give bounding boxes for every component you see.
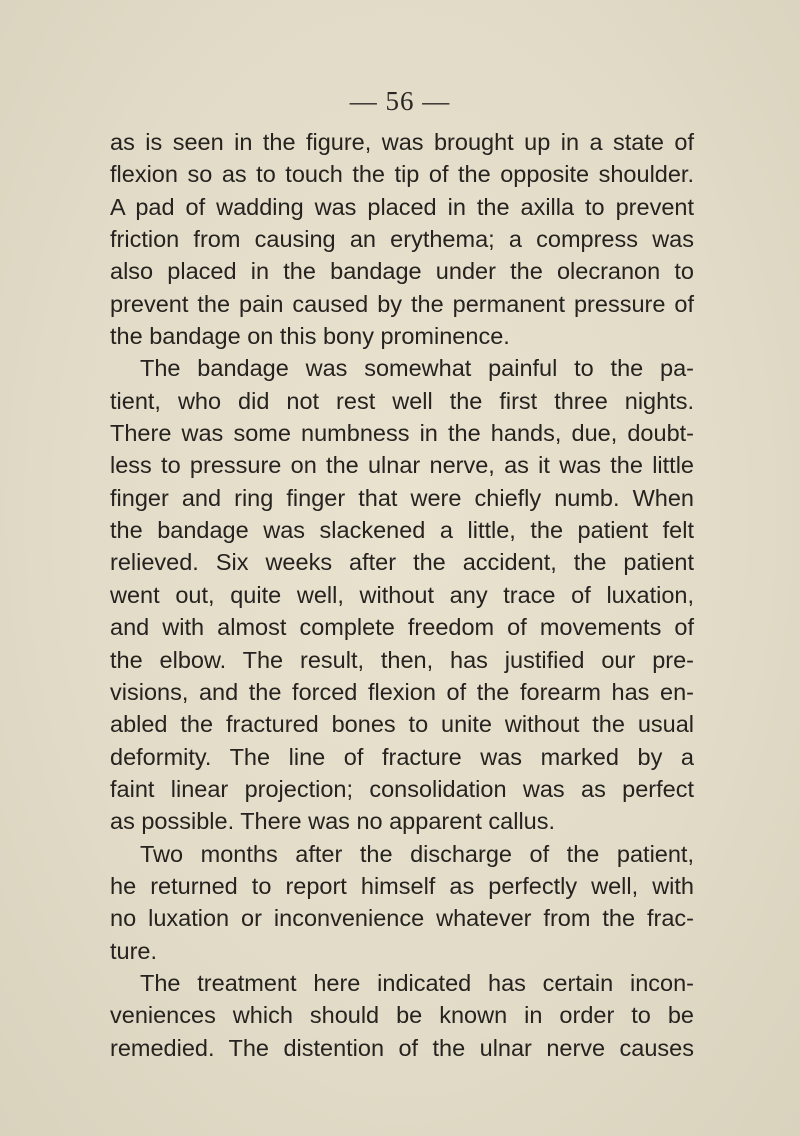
page-number: — 56 — [349, 86, 451, 116]
text-line: he returned to report himself as perfectly well, with [110, 872, 694, 899]
text-line: less to pressure on the ulnar nerve, as it was the little [110, 452, 694, 479]
text-line: flexion so as to touch the tip of the opposite shoulder. [110, 161, 694, 188]
text-line: The bandage was somewhat painful to the pa- [140, 355, 694, 382]
body-text [110, 126, 694, 1064]
text-line: went out, quite well, without any trace of luxation, [110, 581, 694, 608]
text-line: and with almost complete freedom of movements of [110, 614, 694, 641]
text-line: the bandage on this bony prominence. [110, 323, 510, 350]
text-line: ture. [110, 937, 158, 964]
text-line: as possible. There was no apparent callus. [110, 808, 556, 835]
text-line: relieved. Six weeks after the accident, the patient [110, 549, 694, 576]
text-line: The treatment here indicated has certain incon- [140, 969, 694, 996]
text-line: veniences which should be known in order to be [110, 1002, 694, 1029]
text-line: abled the fractured bones to unite without the usual [110, 711, 694, 738]
text-line: no luxation or inconvenience whatever from the frac- [110, 905, 694, 932]
text-line: as is seen in the figure, was brought up in a state of [110, 129, 694, 155]
text-line: faint linear projection; consolidation was as perfect [110, 775, 694, 802]
text-line: finger and ring finger that were chiefly numb. When [110, 484, 694, 511]
text-line: also placed in the bandage under the olecranon to [110, 258, 694, 285]
text-line: There was some numbness in the hands, due, doubt- [110, 420, 694, 447]
text-line: tient, who did not rest well the first three nights. [110, 387, 694, 414]
text-line: visions, and the forced flexion of the forearm has en- [110, 678, 694, 705]
text-line: the elbow. The result, then, has justified our pre- [110, 646, 694, 673]
text-line: the bandage was slackened a little, the patient felt [110, 517, 694, 544]
text-line: Two months after the discharge of the patient, [140, 840, 694, 867]
text-line: prevent the pain caused by the permanent pressure of [110, 290, 694, 317]
text-line: A pad of wadding was placed in the axilla to prevent [110, 193, 694, 220]
text-line: deformity. The line of fracture was marked by a [110, 743, 694, 770]
text-line: friction from causing an erythema; a compress was [110, 226, 694, 253]
text-line: remedied. The distention of the ulnar nerve causes [110, 1034, 694, 1061]
